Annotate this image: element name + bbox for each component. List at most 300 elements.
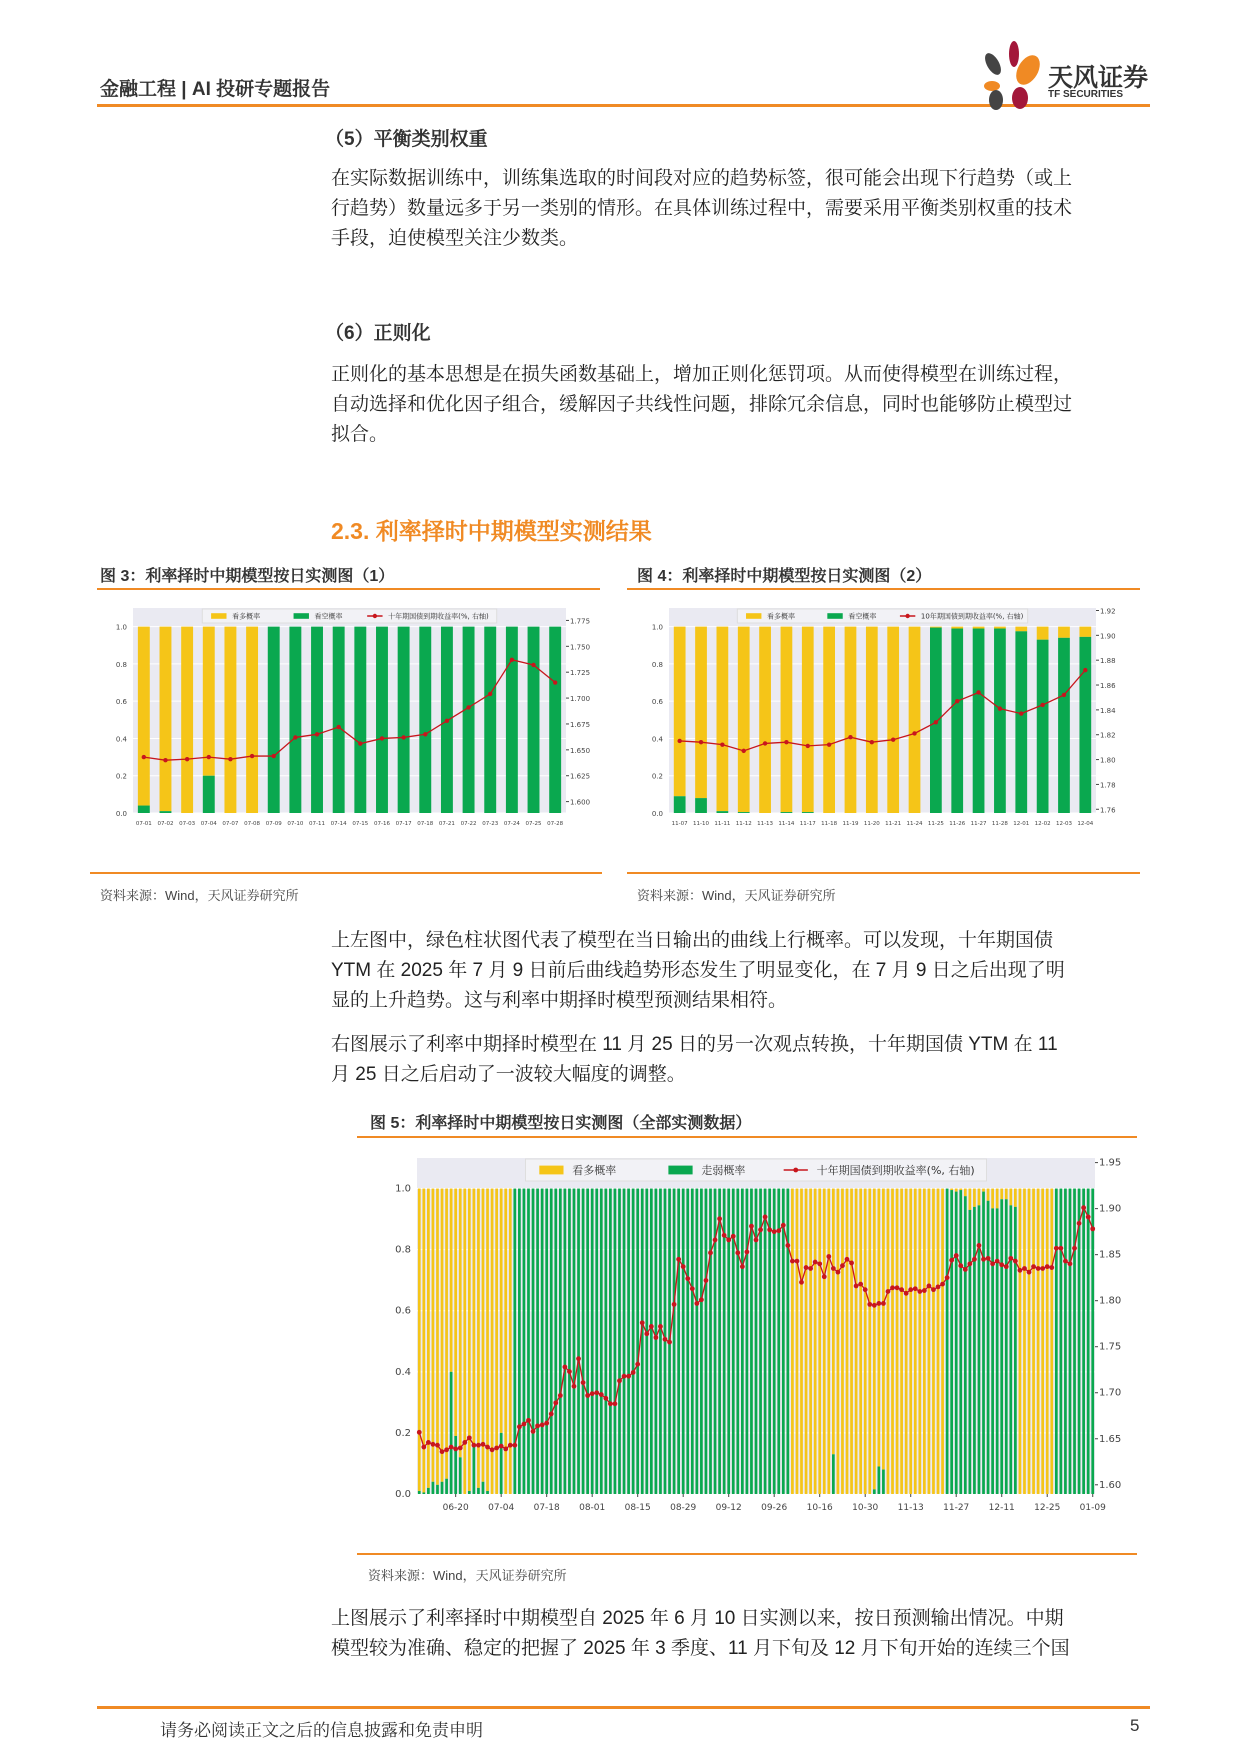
bear-bar	[741, 1189, 744, 1494]
bull-bar	[781, 627, 793, 812]
yield-point	[912, 731, 916, 735]
x-tick-label: 01-09	[1079, 1503, 1106, 1513]
bear-bar	[759, 1189, 762, 1494]
bull-bar	[973, 1189, 976, 1207]
yield-point	[886, 1289, 891, 1294]
bull-bar	[959, 1189, 962, 1191]
text-line: 在实际数据训练中，训练集选取的时间段对应的趋势标签，很可能会出现下行趋势（或上	[331, 168, 1073, 189]
bear-bar	[994, 629, 1006, 814]
y2-tick-label: 1.70	[1099, 1387, 1122, 1399]
yield-point	[986, 1256, 991, 1261]
bull-bar	[796, 1189, 799, 1494]
yield-point	[1008, 1256, 1013, 1261]
yield-point	[849, 1261, 854, 1266]
bull-bar	[809, 1189, 812, 1494]
yield-point	[990, 1261, 995, 1266]
yield-point	[626, 1374, 631, 1379]
yield-point	[867, 1302, 872, 1307]
bear-bar	[1000, 1199, 1003, 1494]
x-tick-label: 11-10	[693, 821, 710, 827]
x-tick-label: 12-02	[1034, 821, 1051, 827]
bear-bar	[781, 812, 793, 813]
x-tick-label: 11-25	[927, 821, 944, 827]
bull-bar	[918, 1189, 921, 1494]
yield-point	[713, 1238, 718, 1243]
figure-4-caption: 图 4：利率择时中期模型按日实测图（2）	[637, 568, 932, 585]
yield-point	[677, 739, 681, 743]
yield-point	[854, 1284, 859, 1289]
x-tick-label: 11-13	[897, 1503, 924, 1513]
bull-bar	[837, 1189, 840, 1494]
y2-tick-label: 1.95	[1099, 1157, 1122, 1169]
bull-bar	[994, 627, 1006, 629]
bear-bar	[450, 1372, 453, 1494]
y2-tick-label: 1.78	[1100, 781, 1116, 790]
yield-point	[895, 1285, 900, 1290]
bear-bar	[376, 627, 388, 813]
bear-bar	[1014, 1207, 1017, 1494]
yield-point	[1058, 1246, 1063, 1251]
bear-bar	[419, 627, 431, 813]
bear-bar	[882, 1470, 885, 1494]
y-tick-label: 0.8	[651, 660, 663, 669]
x-tick-label: 07-02	[157, 821, 174, 827]
x-tick-label: 11-11	[714, 821, 731, 827]
y2-tick-label: 1.625	[570, 772, 591, 781]
bull-bar	[1079, 627, 1091, 637]
bear-bar	[577, 1189, 580, 1494]
bull-bar	[759, 627, 771, 813]
bull-bar	[805, 1189, 808, 1494]
bear-bar	[484, 627, 496, 813]
yield-point	[749, 1224, 754, 1229]
yield-point	[490, 1447, 495, 1452]
yield-point	[720, 742, 724, 746]
bear-bar	[636, 1189, 639, 1494]
yield-point	[967, 1261, 972, 1266]
bull-bar	[923, 1189, 926, 1494]
yield-point	[917, 1289, 922, 1294]
yield-point	[250, 754, 254, 758]
bear-bar	[311, 627, 323, 813]
x-tick-label: 07-28	[547, 821, 564, 827]
bull-bar	[1037, 1189, 1040, 1494]
bull-bar	[1041, 1189, 1044, 1494]
yield-point	[913, 1286, 918, 1291]
bear-bar	[354, 627, 366, 813]
y2-tick-label: 1.700	[570, 695, 591, 704]
bull-bar	[937, 1189, 940, 1494]
bear-bar	[991, 1208, 994, 1494]
yield-point	[613, 1401, 618, 1406]
yield-point	[471, 1443, 476, 1448]
x-tick-label: 11-24	[906, 821, 923, 827]
logo-subtext: TF SECURITIES	[1048, 89, 1124, 100]
bear-bar	[595, 1189, 598, 1494]
figure-5-caption: 图 5：利率择时中期模型按日实测图（全部实测数据）	[370, 1115, 752, 1132]
bear-bar	[959, 1190, 962, 1494]
yield-point	[958, 1263, 963, 1268]
x-tick-label: 07-16	[373, 821, 390, 827]
yield-point	[1022, 1266, 1027, 1271]
x-tick-label: 11-20	[863, 821, 880, 827]
yield-point	[499, 1444, 504, 1449]
bull-bar	[928, 1189, 931, 1494]
y2-tick-label: 1.76	[1100, 806, 1116, 815]
yield-point	[544, 1421, 549, 1426]
bear-bar	[677, 1189, 680, 1494]
yield-point	[998, 706, 1002, 710]
figure-5-chart	[370, 1144, 1137, 1524]
legend-label: 看多概率	[232, 612, 261, 621]
bear-bar	[1087, 1189, 1090, 1494]
bull-bar	[864, 1189, 867, 1494]
x-tick-label: 07-01	[135, 821, 152, 827]
bull-bar	[246, 627, 258, 813]
bull-bar	[1014, 1189, 1017, 1207]
yield-point	[676, 1257, 681, 1262]
bear-bar	[545, 1189, 548, 1494]
yield-point	[754, 1238, 759, 1243]
bear-bar	[468, 1491, 471, 1494]
yield-point	[315, 732, 319, 736]
yield-point	[435, 1443, 440, 1448]
yield-point	[731, 1234, 736, 1239]
bull-bar	[1050, 1189, 1053, 1494]
bull-bar	[695, 627, 707, 798]
yield-point	[790, 1259, 795, 1264]
yield-point	[431, 1442, 436, 1447]
yield-point	[576, 1356, 581, 1361]
yield-point	[622, 1374, 627, 1379]
x-tick-label: 07-09	[265, 821, 282, 827]
yield-point	[1045, 1264, 1050, 1269]
bull-bar	[463, 1189, 466, 1494]
bear-bar	[1091, 1189, 1094, 1494]
figure-5-top-rule	[357, 1136, 1137, 1138]
x-tick-label: 07-07	[222, 821, 239, 827]
yield-point	[503, 1446, 508, 1451]
yield-point	[999, 1262, 1004, 1267]
yield-point	[848, 735, 852, 739]
x-tick-label: 06-20	[442, 1503, 469, 1513]
x-tick-label: 11-21	[885, 821, 902, 827]
text-line: 上图展示了利率择时中期模型自 2025 年 6 月 10 日实测以来，按日预测输出情况。中期	[331, 1608, 1064, 1629]
bear-bar	[738, 812, 750, 813]
y-tick-label: 0.4	[115, 735, 127, 744]
x-tick-label: 10-30	[852, 1503, 879, 1513]
bull-bar	[823, 627, 835, 813]
bear-bar	[160, 811, 172, 813]
bear-bar	[659, 1189, 662, 1494]
bear-bar	[832, 1454, 835, 1494]
body-paragraph-1	[331, 926, 1149, 1016]
bull-bar	[877, 1189, 880, 1467]
yield-point	[142, 755, 146, 759]
bull-bar	[905, 1189, 908, 1494]
yield-point	[163, 758, 167, 762]
x-tick-label: 07-18	[417, 821, 434, 827]
yield-point	[1063, 1259, 1068, 1264]
bear-bar	[755, 1189, 758, 1494]
yield-point	[594, 1390, 599, 1395]
y2-tick-label: 1.92	[1100, 607, 1116, 616]
legend-label: 走弱概率	[701, 1163, 746, 1177]
y2-tick-label: 1.90	[1099, 1203, 1122, 1215]
yield-point	[603, 1396, 608, 1401]
yield-point	[1072, 1246, 1077, 1251]
yield-point	[949, 1258, 954, 1263]
bull-bar	[914, 1189, 917, 1494]
yield-point	[772, 1229, 777, 1234]
yield-point	[358, 741, 362, 745]
report-header-title: 金融工程 | AI 投研专题报告	[100, 79, 331, 100]
subsection-5-paragraph	[331, 164, 1149, 254]
bear-bar	[486, 1491, 489, 1494]
bear-bar	[333, 627, 345, 813]
bear-bar	[600, 1189, 603, 1494]
bear-bar	[554, 1189, 557, 1494]
bull-bar	[441, 1189, 444, 1482]
yield-point	[758, 1227, 763, 1232]
bull-bar	[181, 627, 193, 813]
bear-bar	[674, 796, 686, 813]
bull-bar	[818, 1189, 821, 1494]
bull-bar	[850, 1189, 853, 1494]
yield-point	[827, 742, 831, 746]
y-tick-label: 0.0	[115, 810, 127, 818]
bear-bar	[982, 1192, 985, 1494]
tf-securities-logo-icon	[978, 40, 1046, 110]
yield-point	[608, 1401, 613, 1406]
bear-bar	[691, 1189, 694, 1494]
yield-point	[858, 1282, 863, 1287]
bear-bar	[682, 1189, 685, 1494]
bull-bar	[866, 627, 878, 813]
legend-bull-swatch	[539, 1166, 563, 1175]
x-tick-label: 11-27	[943, 1503, 970, 1513]
yield-point	[417, 1430, 422, 1435]
bear-bar	[518, 1189, 521, 1494]
bear-bar	[1055, 1189, 1058, 1494]
footer-divider	[97, 1706, 1150, 1709]
yield-point	[836, 1270, 841, 1275]
legend-bear-swatch	[827, 613, 842, 619]
figure-4-chart	[627, 598, 1140, 843]
x-tick-label: 08-01	[579, 1503, 606, 1513]
bear-bar	[454, 1436, 457, 1494]
yield-point	[845, 1257, 850, 1262]
x-tick-label: 11-18	[821, 821, 838, 827]
bear-bar	[527, 1189, 530, 1494]
bull-bar	[941, 1189, 944, 1494]
text-line: 上左图中，绿色柱状图代表了模型在当日输出的曲线上行概率。可以发现，十年期国债	[331, 930, 1054, 951]
bull-bar	[900, 1189, 903, 1494]
y2-tick-label: 1.725	[570, 669, 591, 678]
bear-bar	[777, 1189, 780, 1494]
yield-point	[1004, 1264, 1009, 1269]
yield-point	[740, 1264, 745, 1269]
bull-bar	[1046, 1189, 1049, 1494]
bull-bar	[823, 1189, 826, 1494]
yield-point	[581, 1380, 586, 1385]
yield-point	[510, 658, 514, 662]
yield-point	[776, 1228, 781, 1233]
figure-5-source: 资料来源：Wind，天风证券研究所	[368, 1568, 567, 1583]
yield-point	[663, 1337, 668, 1342]
yield-point	[1013, 1259, 1018, 1264]
y2-tick-label: 1.750	[570, 643, 591, 652]
yield-point	[781, 1223, 786, 1228]
bull-bar	[450, 1189, 453, 1372]
y-tick-label: 0.6	[395, 1305, 411, 1317]
bear-bar	[727, 1189, 730, 1494]
y2-tick-label: 1.65	[1099, 1433, 1122, 1445]
bull-bar	[973, 627, 985, 629]
yield-point	[817, 1261, 822, 1266]
bull-bar	[909, 1189, 912, 1494]
yield-point	[995, 1259, 1000, 1264]
bear-bar	[717, 811, 729, 813]
bear-bar	[705, 1189, 708, 1494]
bull-bar	[802, 627, 814, 812]
yield-point	[795, 1259, 800, 1264]
bear-bar	[536, 1189, 539, 1494]
bull-bar	[509, 1189, 512, 1494]
text-line: 手段，迫使模型关注少数类。	[331, 228, 579, 249]
bear-bar	[568, 1189, 571, 1494]
yield-point	[1090, 1226, 1095, 1231]
yield-point	[466, 705, 470, 709]
y2-tick-label: 1.80	[1099, 1295, 1122, 1307]
yield-point	[549, 1412, 554, 1417]
legend-yield-marker	[905, 614, 909, 618]
y-tick-label: 0.8	[395, 1244, 411, 1256]
bear-bar	[459, 1457, 462, 1494]
yield-point	[813, 1260, 818, 1265]
x-tick-label: 07-08	[244, 821, 261, 827]
bear-bar	[655, 1189, 658, 1494]
y-tick-label: 0.6	[115, 698, 127, 707]
yield-point	[904, 1291, 909, 1296]
text-line: YTM 在 2025 年 7 月 9 日前后曲线趋势形态发生了明显变化，在 7 月 9 日之后出现了明	[331, 960, 1065, 981]
yield-point	[572, 1384, 577, 1389]
yield-point	[535, 1423, 540, 1428]
bull-bar	[987, 1189, 990, 1201]
yield-point	[936, 1284, 941, 1289]
x-tick-label: 07-03	[179, 821, 196, 827]
bull-bar	[969, 1189, 972, 1210]
bear-bar	[786, 1189, 789, 1494]
yield-point	[540, 1423, 545, 1428]
bear-bar	[463, 627, 475, 813]
y-tick-label: 0.4	[651, 735, 663, 744]
x-tick-label: 07-14	[330, 821, 347, 827]
page-number: 5	[1130, 1716, 1140, 1735]
bear-bar	[427, 1488, 430, 1494]
bear-bar	[549, 627, 561, 813]
text-line: 右图展示了利率中期择时模型在 11 月 25 日的另一次观点转换，十年期国债 YTM 在 11	[331, 1034, 1058, 1055]
bear-bar	[523, 1189, 526, 1494]
text-line: 月 25 日之后启动了一波较大幅度的调整。	[331, 1064, 686, 1085]
yield-point	[785, 1243, 790, 1248]
yield-point	[426, 1440, 431, 1445]
legend-label: 看空概率	[848, 612, 877, 621]
yield-point	[585, 1393, 590, 1398]
yield-point	[508, 1443, 513, 1448]
text-line: 拟合。	[331, 424, 389, 445]
yield-point	[207, 755, 211, 759]
bear-bar	[873, 1489, 876, 1494]
bear-bar	[645, 1189, 648, 1494]
yield-point	[558, 1393, 563, 1398]
yield-point	[401, 735, 405, 739]
bear-bar	[1060, 1189, 1063, 1494]
bear-bar	[289, 627, 301, 813]
x-tick-label: 08-15	[624, 1503, 651, 1513]
bear-bar	[513, 1189, 516, 1494]
yield-point	[1068, 1261, 1073, 1266]
bull-bar	[791, 1189, 794, 1494]
bear-bar	[973, 1207, 976, 1494]
bear-bar	[432, 1482, 435, 1494]
yield-point	[462, 1440, 467, 1445]
yield-point	[336, 725, 340, 729]
yield-point	[804, 1265, 809, 1270]
text-line: 自动选择和优化因子组合，缓解因子共线性问题，排除冗余信息，同时也能够防止模型过	[331, 394, 1073, 415]
x-tick-label: 10-16	[806, 1503, 833, 1513]
subsection-5-title: （5）平衡类别权重	[325, 129, 488, 150]
x-tick-label: 07-18	[533, 1503, 560, 1513]
bear-bar	[695, 1189, 698, 1494]
bear-bar	[550, 1189, 553, 1494]
yield-point	[891, 737, 895, 741]
bull-bar	[882, 1189, 885, 1470]
yield-point	[445, 719, 449, 723]
yield-point	[658, 1324, 663, 1329]
yield-point	[690, 1286, 695, 1291]
bull-bar	[846, 1189, 849, 1494]
bear-bar	[950, 1190, 953, 1494]
bear-bar	[969, 1210, 972, 1494]
yield-point	[567, 1369, 572, 1374]
yield-point	[1040, 703, 1044, 707]
bear-bar	[996, 1208, 999, 1494]
y-tick-label: 1.0	[115, 623, 127, 632]
yield-point	[453, 1446, 458, 1451]
yield-point	[981, 1257, 986, 1262]
bear-bar	[586, 1189, 589, 1494]
yield-point	[899, 1287, 904, 1292]
bull-bar	[996, 1189, 999, 1209]
bear-bar	[398, 627, 410, 813]
figure-3-source: 资料来源：Wind，天风证券研究所	[100, 888, 299, 903]
yield-point	[717, 1216, 722, 1221]
bear-bar	[477, 1488, 480, 1494]
bull-bar	[1005, 1189, 1008, 1200]
x-tick-label: 07-23	[482, 821, 499, 827]
x-tick-label: 07-10	[287, 821, 304, 827]
bull-bar	[800, 1189, 803, 1494]
yield-point	[767, 1227, 772, 1232]
legend-label: 看多概率	[767, 612, 796, 621]
figure-4-top-rule	[627, 588, 1140, 590]
x-tick-label: 11-07	[671, 821, 688, 827]
yield-point	[722, 1233, 727, 1238]
legend-yield-marker	[373, 614, 377, 618]
figure-3-caption: 图 3：利率择时中期模型按日实测图（1）	[100, 568, 395, 585]
bull-bar	[459, 1189, 462, 1458]
